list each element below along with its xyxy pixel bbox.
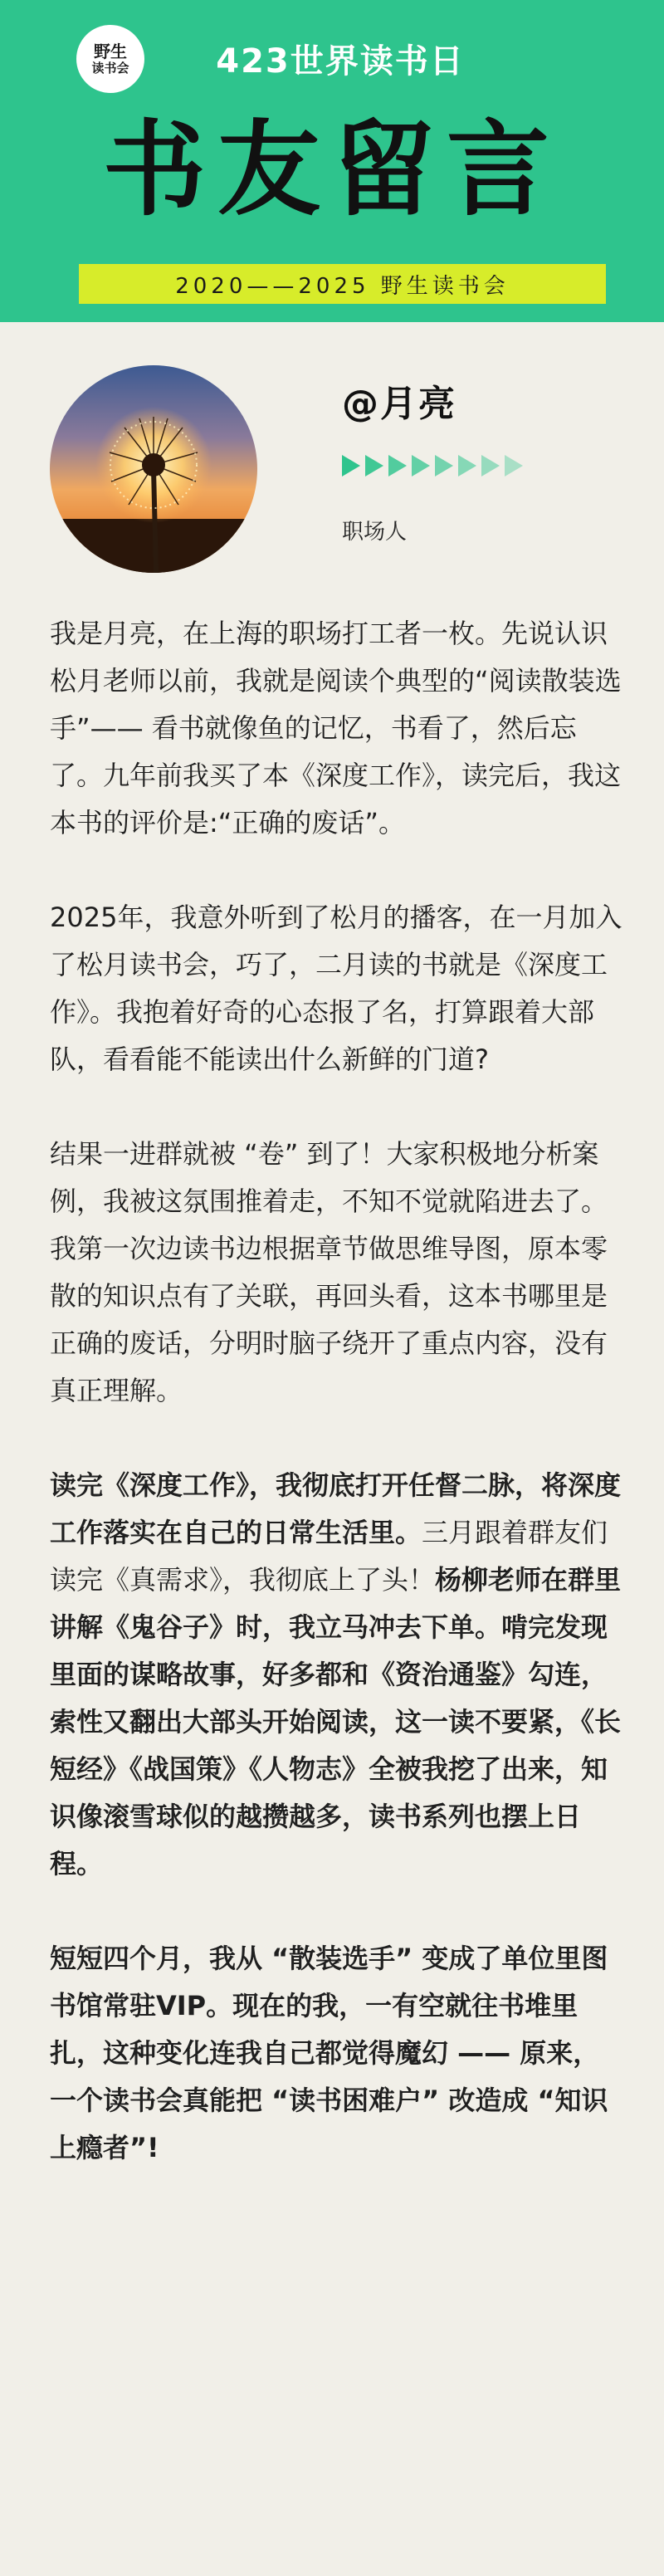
logo-line2: 读书会 bbox=[91, 61, 129, 76]
paragraph-4-bold-a: 读完《深度工作》，我彻底打开任督二脉，将深度工作落实在自己的日常生活里。 bbox=[50, 1469, 622, 1548]
profile-role: 职场人 bbox=[342, 520, 408, 545]
logo-line1: 野生 bbox=[94, 42, 127, 61]
arrow-icon bbox=[481, 455, 500, 477]
decorative-arrows bbox=[342, 455, 523, 477]
header-banner bbox=[0, 0, 664, 322]
profile-name: @月亮 bbox=[342, 383, 456, 425]
arrow-icon bbox=[435, 455, 453, 477]
page-title: 书友留言 bbox=[102, 110, 561, 230]
paragraph-1: 我是月亮，在上海的职场打工者一枚。先说认识松月老师以前，我就是阅读个典型的“阅读散装选手”—— 看书就像鱼的记忆，书看了，然后忘了。九年前我买了本《深度工作》，读完后，我这本书的评价是:“正确的废话”。 bbox=[50, 618, 622, 838]
arrow-icon bbox=[388, 455, 407, 477]
paragraph-3: 结果一进群就被 “卷” 到了！大家积极地分析案例，我被这氛围推着走，不知不觉就陷进去了。我第一次边读书边根据章节做思维导图，原本零散的知识点有了关联，再回头看，这本书哪里是正确的废话，分明时脑子绕开了重点内容，没有真正理解。 bbox=[50, 1138, 608, 1406]
arrow-icon bbox=[412, 455, 430, 477]
paragraph-2: 2025年，我意外听到了松月的播客，在一月加入了松月读书会，巧了，二月读的书就是《深度工作》。我抱着好奇的心态报了名，打算跟着大部队，看看能不能读出什么新鲜的门道? bbox=[50, 902, 622, 1075]
arrow-icon bbox=[365, 455, 383, 477]
avatar bbox=[50, 365, 257, 573]
dandelion-sunset-image bbox=[50, 365, 257, 573]
paragraph-5: 短短四个月，我从 “散装选手” 变成了单位里图书馆常驻VIP。现在的我，一有空就往书堆里扎，这种变化连我自己都觉得魔幻 —— 原来，一个读书会真能把 “读书困难户” 改造成 “知识上瘾者”! bbox=[50, 1943, 608, 2163]
club-logo bbox=[76, 25, 144, 93]
arrow-icon bbox=[342, 455, 360, 477]
arrow-icon bbox=[505, 455, 523, 477]
subtitle-banner: 2020——2025 野生读书会 bbox=[79, 264, 606, 304]
event-title: 423世界读书日 bbox=[216, 42, 465, 81]
arrow-icon bbox=[458, 455, 476, 477]
paragraph-4-bold-b: 杨柳老师在群里讲解《鬼谷子》时，我立马冲去下单。啃完发现里面的谋略故事，好多都和《资治通鉴》勾连，索性又翻出大部头开始阅读，这一读不要紧，《长短经》《战国策》《人物志》全被我挖了出来，知识像滚雪球似的越攒越多，读书系列也摆上日程。 bbox=[50, 1564, 622, 1879]
paragraph-4 bbox=[50, 1462, 622, 1888]
message-body bbox=[50, 610, 622, 2172]
paragraph-4-normal: 三月跟着群友们读完《真需求》，我彻底上了头！ bbox=[50, 1517, 608, 1596]
